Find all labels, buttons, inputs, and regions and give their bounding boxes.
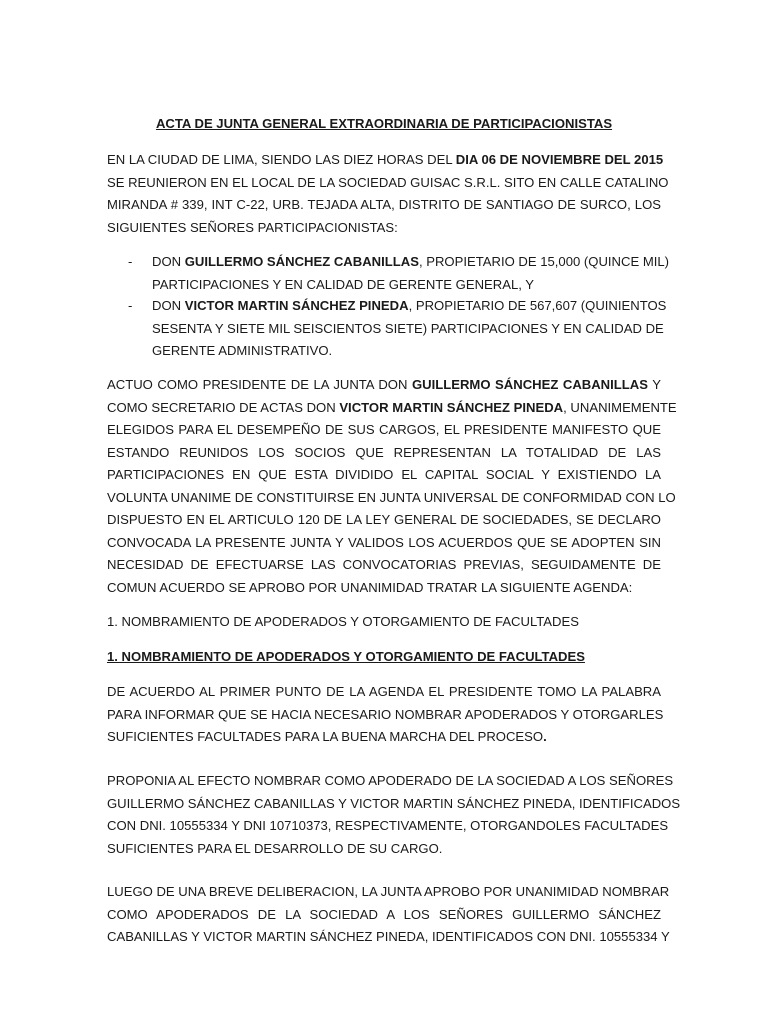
para2-line-10: COMUN ACUERDO SE APROBO POR UNANIMIDAD TRATAR LA SIGUIENTE AGENDA: bbox=[107, 579, 633, 595]
intro-paragraph bbox=[107, 149, 669, 239]
agenda-item: 1. NOMBRAMIENTO DE APODERADOS Y OTORGAMIENTO DE FACULTADES bbox=[107, 614, 579, 629]
para3-line-1: DE ACUERDO AL PRIMER PUNTO DE LA AGENDA EL PRESIDENTE TOMO LA PALABRA bbox=[107, 684, 661, 699]
para2-line-3: ELEGIDOS PARA EL DESEMPEÑO DE SUS CARGOS, EL PRESIDENTE MANIFESTO QUE bbox=[107, 422, 661, 437]
para5-line-2: COMO APODERADOS DE LA SOCIEDAD A LOS SEÑORES GUILLERMO SÁNCHEZ bbox=[107, 906, 661, 922]
president-name: GUILLERMO SÁNCHEZ CABANILLAS bbox=[411, 377, 648, 392]
intro-line-1 bbox=[107, 149, 664, 172]
para3-line-2: PARA INFORMAR QUE SE HACIA NECESARIO NOMBRAR APODERADOS Y OTORGARLES bbox=[107, 706, 664, 722]
para4-line-3: CON DNI. 10555334 Y DNI 10710373, RESPECTIVAMENTE, OTORGANDOLES FACULTADES bbox=[107, 818, 669, 833]
bullet-2-line-3: GERENTE ADMINISTRATIVO. bbox=[152, 343, 333, 358]
bullet-item-1 bbox=[152, 251, 670, 296]
intro-line-2: SE REUNIERON EN EL LOCAL DE LA SOCIEDAD GUISAC S.R.L. SITO EN CALLE CATALINO bbox=[107, 174, 669, 190]
bullet-1-line-2: PARTICIPACIONES Y EN CALIDAD DE GERENTE GENERAL, Y bbox=[152, 276, 535, 292]
bullet-text: , PROPIETARIO DE 15,000 (QUINCE MIL) bbox=[418, 254, 670, 269]
para2-line-1 bbox=[107, 374, 661, 397]
bullet-text: DON bbox=[152, 298, 185, 313]
secretary-name: VICTOR MARTIN SÁNCHEZ PINEDA bbox=[339, 399, 564, 415]
para5-line-3: CABANILLAS Y VICTOR MARTIN SÁNCHEZ PINEDA, IDENTIFICADOS CON DNI. 10555334 Y bbox=[107, 929, 670, 944]
para-text: Y bbox=[647, 377, 661, 392]
intro-line-4: SIGUIENTES SEÑORES PARTICIPACIONISTAS: bbox=[107, 219, 398, 235]
bullet-marker: - bbox=[128, 298, 133, 313]
para2-line-7: DISPUESTO EN EL ARTICULO 120 DE LA LEY GENERAL DE SOCIEDADES, SE DECLARO bbox=[107, 512, 661, 527]
para-text: ACTUO COMO PRESIDENTE DE LA JUNTA DON bbox=[107, 377, 412, 392]
para-period: . bbox=[543, 729, 547, 744]
para3-line-3 bbox=[107, 726, 661, 749]
para-text: COMO SECRETARIO DE ACTAS DON bbox=[107, 399, 340, 415]
section-heading: 1. NOMBRAMIENTO DE APODERADOS Y OTORGAMIENTO DE FACULTADES bbox=[107, 649, 585, 664]
agenda-paragraph bbox=[107, 681, 664, 749]
meeting-date: DIA 06 DE NOVIEMBRE DEL 2015 bbox=[455, 152, 664, 167]
bullet-marker: - bbox=[128, 254, 133, 269]
document-title: ACTA DE JUNTA GENERAL EXTRAORDINARIA DE PARTICIPACIONISTAS bbox=[155, 116, 613, 131]
para2-line-4: ESTANDO REUNIDOS LOS SOCIOS QUE REPRESENTAN LA TOTALIDAD DE LAS bbox=[107, 444, 661, 460]
participant-name: GUILLERMO SÁNCHEZ CABANILLAS bbox=[184, 254, 419, 269]
para4-line-1: PROPONIA AL EFECTO NOMBRAR COMO APODERADO DE LA SOCIEDAD A LOS SEÑORES bbox=[107, 773, 674, 788]
para2-line-2 bbox=[107, 397, 677, 420]
bullet-text: , PROPIETARIO DE 567,607 (QUINIENTOS bbox=[408, 298, 667, 313]
presidency-paragraph bbox=[107, 374, 677, 599]
resolution-paragraph bbox=[107, 881, 670, 949]
para4-line-4: SUFICIENTES PARA EL DESARROLLO DE SU CARGO. bbox=[107, 840, 443, 856]
bullet-1-line-1 bbox=[152, 251, 670, 274]
proposal-paragraph bbox=[107, 770, 681, 860]
para-text: , UNANIMEMENTE bbox=[563, 399, 677, 415]
para2-line-6: VOLUNTA UNANIME DE CONSTITUIRSE EN JUNTA UNIVERSAL DE CONFORMIDAD CON LO bbox=[107, 489, 676, 505]
participant-name: VICTOR MARTIN SÁNCHEZ PINEDA bbox=[184, 298, 409, 313]
bullet-item-2 bbox=[152, 295, 667, 363]
para5-line-1: LUEGO DE UNA BREVE DELIBERACION, LA JUNTA APROBO POR UNANIMIDAD NOMBRAR bbox=[107, 884, 670, 899]
bullet-2-line-1 bbox=[152, 295, 667, 318]
bullet-2-line-2: SESENTA Y SIETE MIL SEISCIENTOS SIETE) PARTICIPACIONES Y EN CALIDAD DE bbox=[152, 320, 664, 336]
para2-line-9: NECESIDAD DE EFECTUARSE LAS CONVOCATORIAS PREVIAS, SEGUIDAMENTE DE bbox=[107, 557, 661, 572]
para2-line-8: CONVOCADA LA PRESENTE JUNTA Y VALIDOS LOS ACUERDOS QUE SE ADOPTEN SIN bbox=[107, 534, 661, 550]
para4-line-2: GUILLERMO SÁNCHEZ CABANILLAS Y VICTOR MARTIN SÁNCHEZ PINEDA, IDENTIFICADOS bbox=[107, 795, 681, 811]
intro-text: EN LA CIUDAD DE LIMA, SIENDO LAS DIEZ HORAS DEL bbox=[107, 152, 456, 167]
para2-line-5: PARTICIPACIONES EN QUE ESTA DIVIDIDO EL CAPITAL SOCIAL Y EXISTIENDO LA bbox=[107, 467, 661, 482]
para-text: SUFICIENTES FACULTADES PARA LA BUENA MARCHA DEL PROCESO bbox=[107, 729, 544, 744]
bullet-text: DON bbox=[152, 254, 185, 269]
intro-line-3: MIRANDA # 339, INT C-22, URB. TEJADA ALTA, DISTRITO DE SANTIAGO DE SURCO, LOS bbox=[107, 197, 661, 212]
